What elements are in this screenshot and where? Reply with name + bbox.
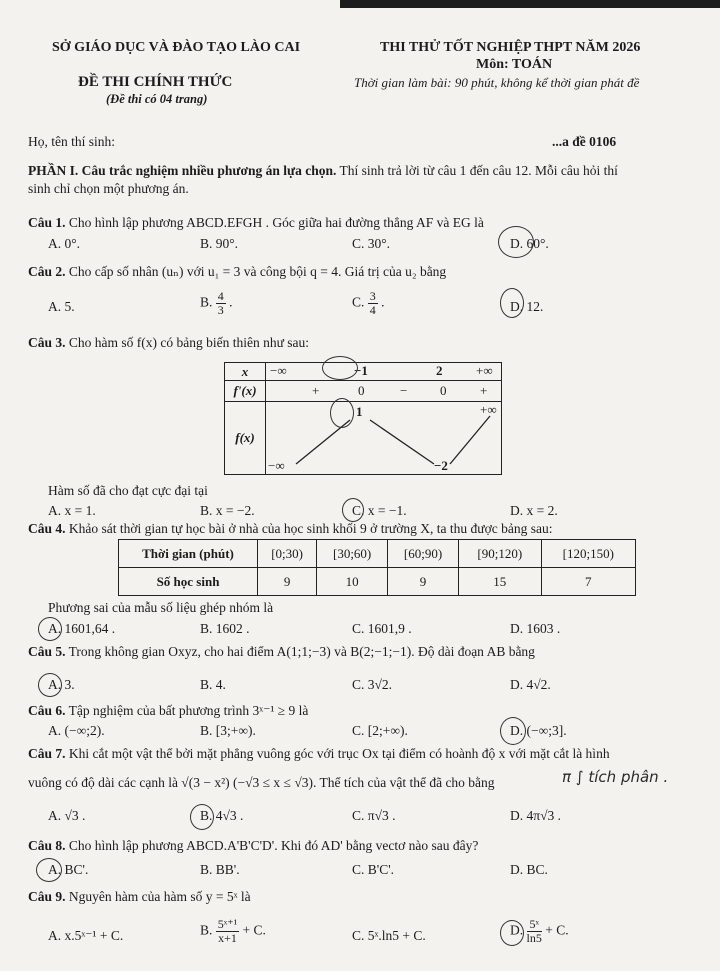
exam-title: THI THỬ TỐT NGHIỆP THPT NĂM 2026: [380, 40, 641, 55]
q9-b-tail: + C.: [242, 922, 266, 938]
ft-count-3: 15: [458, 568, 541, 596]
vt-fp-0: +: [312, 383, 320, 398]
q9-answer-mark: [500, 920, 524, 946]
q3-option-d: D. x = 2.: [510, 503, 558, 518]
vt-f-1: 1: [356, 404, 363, 419]
q9-b-den: x+1: [218, 931, 237, 945]
q1-text: Cho hình lập phương ABCD.EFGH . Góc giữa hai đường thẳng AF và EG là: [65, 215, 484, 230]
q7-stem-2: vuông có độ dài các cạnh là √(3 − x²) (−√3 ≤ x ≤ √3). Thể tích của vật thể đã cho bằng: [28, 775, 495, 790]
vt-x-0: −∞: [270, 363, 287, 378]
variation-table: [224, 362, 502, 475]
q1-label: Câu 1.: [28, 215, 66, 230]
ft-count-4: 7: [541, 568, 635, 596]
q1-option-c: C. 30°.: [352, 236, 391, 251]
handwritten-note: π ∫ tích phân .: [562, 768, 669, 786]
q9-option-d-letter: D.: [510, 922, 524, 938]
q4-text: Khảo sát thời gian tự học bài ở nhà của học sinh khối 9 ở trường X, ta thu được bảng sau:: [65, 521, 553, 536]
q9-option-b-letter: B.: [200, 922, 213, 938]
q4-stem-2: Phương sai của mẫu số liệu ghép nhóm là: [48, 600, 274, 615]
q6-option-b: B. [3;+∞).: [200, 723, 256, 738]
pages-note: (Đề thi có 04 trang): [106, 92, 208, 106]
ft-interval-3: [90;120): [458, 540, 541, 568]
q6-option-d: D. (−∞;3].: [510, 723, 567, 738]
q3-text: Cho hàm số f(x) có bảng biến thiên như sau:: [65, 335, 310, 350]
q9-d-den: ln5: [526, 931, 542, 945]
part1-instruction-2: sinh chỉ chọn một phương án.: [28, 181, 189, 196]
vt-x-1: −1: [354, 363, 368, 378]
q6-option-a: A. (−∞;2).: [48, 723, 105, 738]
q9-option-b: [200, 918, 266, 945]
q2-option-c-letter: C.: [352, 294, 365, 310]
vt-f-0: −∞: [268, 458, 285, 473]
exam-type: ĐỀ THI CHÍNH THỨC: [78, 74, 233, 90]
q8-label: Câu 8.: [28, 838, 66, 853]
part1-line1: [28, 163, 710, 179]
q2-option-a: A. 5.: [48, 299, 75, 314]
q9-option-b-fraction: [216, 918, 239, 945]
q6-label: Câu 6.: [28, 703, 66, 718]
vt-fp-row: [266, 381, 502, 402]
part1-title: PHẦN I. Câu trắc nghiệm nhiều phương án lựa chọn.: [28, 163, 337, 178]
q2-b-den: 3: [217, 303, 224, 317]
part1-instruction: Thí sinh trả lời từ câu 1 đến câu 12. Mỗi câu hỏi thí: [336, 163, 618, 178]
q4-option-b: B. 1602 .: [200, 621, 250, 636]
vt-f-2: −2: [434, 458, 448, 473]
q2-answer-mark: [500, 288, 524, 318]
q1-stem: [28, 215, 710, 231]
vt-fp-3: 0: [440, 383, 447, 398]
frequency-table: [118, 539, 636, 596]
ft-interval-1: [30;60): [317, 540, 388, 568]
q8-option-b: B. BB'.: [200, 862, 240, 877]
q2-option-c: C. $\frac{3}{4}$ .: [352, 289, 385, 317]
q4-option-c: C. 1601,9 .: [352, 621, 412, 636]
q6-option-c: C. [2;+∞).: [352, 723, 408, 738]
vt-fp-2: −: [400, 383, 408, 398]
ft-count-2: 9: [388, 568, 459, 596]
q4-option-d: D. 1603 .: [510, 621, 561, 636]
q7-answer-mark: [190, 804, 214, 830]
q2-c-den: 4: [369, 303, 376, 317]
vt-arrows: [266, 402, 504, 474]
q5-label: Câu 5.: [28, 644, 66, 659]
q4-stem: [28, 521, 710, 537]
ft-interval-0: [0;30): [258, 540, 317, 568]
q8-stem: [28, 838, 710, 854]
q1-option-a: A. 0°.: [48, 236, 81, 251]
duration: Thời gian làm bài: 90 phút, không kể thời gian phát đề: [354, 75, 640, 90]
q5-answer-mark: [38, 673, 62, 697]
vt-f-label: f(x): [225, 402, 266, 475]
q3-stem: [28, 335, 710, 351]
q5-option-a: A. 3.: [48, 677, 75, 692]
vt-fp-4: +: [480, 383, 488, 398]
dark-top-edge: [340, 0, 720, 8]
vt-x-3: +∞: [476, 363, 493, 378]
q1-answer-mark: [498, 226, 534, 258]
q2-label: Câu 2.: [28, 264, 66, 279]
q2-text: Cho cấp số nhân (uₙ) với u₁ = 3 và công bội q = 4. Giá trị của u₂ bằng: [65, 264, 447, 279]
q7-label: Câu 7.: [28, 746, 66, 761]
vt-f-3: +∞: [480, 402, 497, 417]
q5-stem: [28, 644, 710, 660]
q2-option-b: B. $\frac{4}{3}$ .: [200, 289, 233, 317]
ft-count-0: 9: [258, 568, 317, 596]
exam-code: ...a đề 0106: [552, 134, 617, 149]
vt-mark-minus1: [322, 356, 358, 380]
q7-option-c: C. π√3 .: [352, 808, 396, 823]
q5-option-b: B. 4.: [200, 677, 226, 692]
q9-label: Câu 9.: [28, 889, 66, 904]
vt-fp-1: 0: [358, 383, 365, 398]
q2-option-d: D. 12.: [510, 299, 544, 314]
q6-stem: [28, 703, 710, 719]
q6-text: Tập nghiệm của bất phương trình 3ˣ⁻¹ ≥ 9 là: [65, 703, 309, 718]
q8-answer-mark: [36, 858, 62, 882]
q5-option-d: D. 4√2.: [510, 677, 551, 692]
vt-f-row: [266, 402, 502, 475]
ft-count-1: 10: [317, 568, 388, 596]
department-name: SỞ GIÁO DỤC VÀ ĐÀO TẠO LÀO CAI: [52, 40, 301, 55]
q9-d-num: 5ˣ: [527, 918, 542, 932]
ft-interval-2: [60;90): [388, 540, 459, 568]
q5-text: Trong không gian Oxyz, cho hai điểm A(1;1;−3) và B(2;−1;−1). Độ dài đoạn AB bằng: [65, 644, 535, 659]
q9-text: Nguyên hàm của hàm số y = 5ˣ là: [65, 889, 251, 904]
ft-header-label: Thời gian (phút): [119, 540, 258, 568]
q2-option-c-fraction: [368, 290, 378, 317]
q3-label: Câu 3.: [28, 335, 66, 350]
q6-answer-mark: [500, 717, 526, 745]
q8-option-c: C. B'C'.: [352, 862, 395, 877]
q7-option-b: B. 4√3 .: [200, 808, 244, 823]
q8-option-d: D. BC.: [510, 862, 548, 877]
q2-b-num: 4: [217, 289, 224, 303]
q1-option-b: B. 90°.: [200, 236, 239, 251]
q2-stem: [28, 264, 710, 280]
q1-option-d: D. 60°.: [510, 236, 549, 251]
vt-mark-max: [330, 398, 354, 428]
vt-x-row: [266, 363, 502, 381]
vt-x-label: x: [225, 363, 266, 381]
vt-x-2: 2: [436, 363, 443, 378]
q7-option-d: D. 4π√3 .: [510, 808, 561, 823]
q2-option-b-letter: B.: [200, 294, 213, 310]
q7-option-a: A. √3 .: [48, 808, 86, 823]
q2-c-num: 3: [369, 289, 376, 303]
q7-stem: [28, 746, 710, 762]
q9-option-c: C. 5ˣ.ln5 + C.: [352, 928, 426, 943]
ft-interval-4: [120;150): [541, 540, 635, 568]
q9-option-d-fraction: [527, 918, 542, 945]
q9-d-tail: + C.: [545, 922, 569, 938]
student-name-label: Họ, tên thí sinh:: [28, 134, 115, 149]
q3-option-a: A. x = 1.: [48, 503, 96, 518]
q9-b-num: 5ˣ⁺¹: [217, 917, 238, 931]
q3-answer-mark: [342, 498, 364, 522]
ft-row-label: Số học sinh: [119, 568, 258, 596]
q3-stem-2: Hàm số đã cho đạt cực đại tại: [48, 483, 208, 498]
q7-text: Khi cắt một vật thể bởi mặt phẳng vuông góc với trục Ox tại điểm có hoành độ x với mặt cắt là hình: [65, 746, 610, 761]
q4-answer-mark: [38, 617, 62, 641]
vt-fp-label: f'(x): [225, 381, 266, 402]
q9-stem: [28, 889, 710, 905]
q4-option-a: A. 1601,64 .: [48, 621, 116, 636]
q5-option-c: C. 3√2.: [352, 677, 393, 692]
q4-label: Câu 4.: [28, 521, 66, 536]
q8-text: Cho hình lập phương ABCD.A'B'C'D'. Khi đó AD' bằng vectơ nào sau đây?: [65, 838, 479, 853]
q3-option-b: B. x = −2.: [200, 503, 255, 518]
q2-option-b-fraction: [216, 290, 226, 317]
subject: Môn: TOÁN: [476, 57, 553, 72]
q3-option-c: C. x = −1.: [352, 503, 407, 518]
q9-option-a: A. x.5ˣ⁻¹ + C.: [48, 928, 124, 943]
q8-option-a: A. BC'.: [48, 862, 89, 877]
